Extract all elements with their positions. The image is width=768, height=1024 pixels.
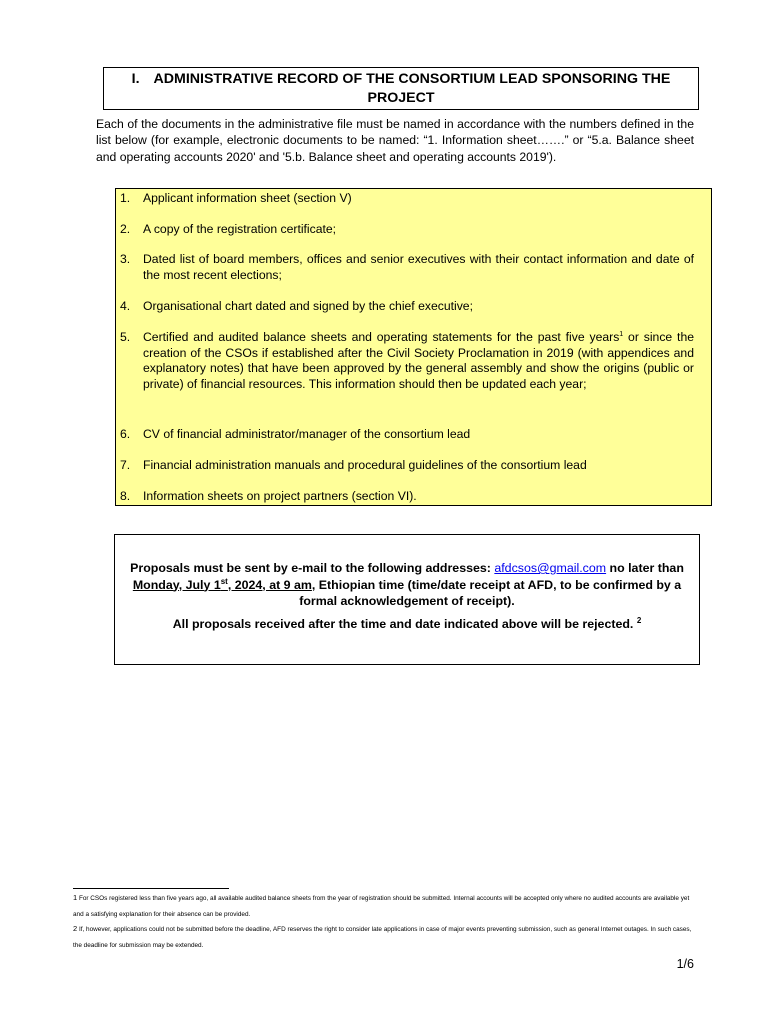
footnote-ref: 1	[619, 331, 624, 338]
item-text: Dated list of board members, offices and senior executives with their contact information and date of the most recent elections;	[143, 252, 694, 282]
submission-instructions	[121, 560, 693, 610]
deadline-time: , 2024, at 9 am	[227, 577, 312, 592]
item-text-part: or since the creation of the CSOs if established after the Civil Society Proclamation in 2019 (with appendices and explanatory notes) that have been approved by the general assembly and show the origins (public or private) of financial resources. This information should then be updated each year;	[143, 330, 694, 391]
deadline-ordinal: st	[220, 576, 228, 586]
footnote-ref: 2	[636, 616, 642, 625]
footnote-text: For CSOs registered less than five years ago, all available audited balance sheets from the year of registration should be submitted. Internal accounts will be accepted only where no audited accounts are available yet and a satisfying explanation for their absence can be provided.	[73, 895, 690, 918]
item-number: 8.	[120, 489, 131, 503]
checklist-item	[120, 299, 694, 315]
rejection-text: All proposals received after the time and date indicated above will be rejected.	[172, 617, 634, 631]
footnote-2	[73, 921, 698, 953]
item-text: Applicant information sheet (section V)	[143, 191, 352, 205]
intro-paragraph: Each of the documents in the administrative file must be named in accordance with the numbers defined in the list below (for example, electronic documents to be named: “1. Information sheet…….” or “5.a. Balance sheet and operating accounts 2020' and '5.b. Balance sheet and operating accounts 2019').	[96, 117, 694, 164]
checklist-item	[120, 330, 694, 392]
checklist-item	[120, 458, 694, 474]
item-text: CV of financial administrator/manager of the consortium lead	[143, 427, 471, 441]
section-number: I.	[131, 70, 140, 87]
checklist-item	[120, 427, 694, 443]
checklist-item	[120, 252, 694, 283]
section-heading	[103, 67, 699, 110]
footnote-text: If, however, applications could not be submitted before the deadline, AFD reserves the right to consider late applications in case of major events preventing submission, such as general Internet outages. In such cases, the deadline for submission may be extended.	[73, 926, 692, 949]
page-number: 1/6	[676, 957, 694, 971]
item-text: A copy of the registration certificate;	[143, 222, 337, 236]
footnote-mark: 2	[73, 924, 78, 933]
document-checklist	[115, 188, 712, 506]
email-link[interactable]: afdcsos@gmail.com	[494, 561, 607, 575]
notice-tail: , Ethiopian time (time/date receipt at AFD, to be confirmed by a formal acknowledgement of receipt).	[299, 577, 682, 608]
rejection-warning	[121, 616, 693, 633]
item-text	[143, 330, 694, 392]
item-number: 4.	[120, 299, 131, 313]
notice-lead: Proposals must be sent by e-mail to the following addresses:	[130, 561, 495, 575]
section-title: ADMINISTRATIVE RECORD OF THE CONSORTIUM LEAD SPONSORING THE PROJECT	[153, 70, 671, 106]
item-text: Financial administration manuals and procedural guidelines of the consortium lead	[143, 458, 587, 472]
item-number: 3.	[120, 252, 131, 266]
footnote-1	[73, 890, 698, 922]
deadline-day: Monday, July 1	[132, 577, 221, 592]
submission-notice	[114, 534, 700, 665]
checklist-item	[120, 222, 694, 238]
checklist-item	[120, 191, 694, 207]
deadline	[133, 578, 312, 592]
notice-text: no later than	[606, 561, 684, 575]
item-text: Information sheets on project partners (section VI).	[143, 489, 417, 503]
item-number: 5.	[120, 330, 131, 344]
item-number: 2.	[120, 222, 131, 236]
checklist-item	[120, 489, 694, 505]
item-text: Organisational chart dated and signed by the chief executive;	[143, 299, 473, 313]
footnote-mark: 1	[73, 893, 78, 902]
item-number: 6.	[120, 427, 131, 441]
item-number: 1.	[120, 191, 131, 205]
footnote-divider	[73, 888, 229, 889]
item-text-part: Certified and audited balance sheets and operating statements for the past five years	[143, 330, 620, 344]
item-number: 7.	[120, 458, 131, 472]
